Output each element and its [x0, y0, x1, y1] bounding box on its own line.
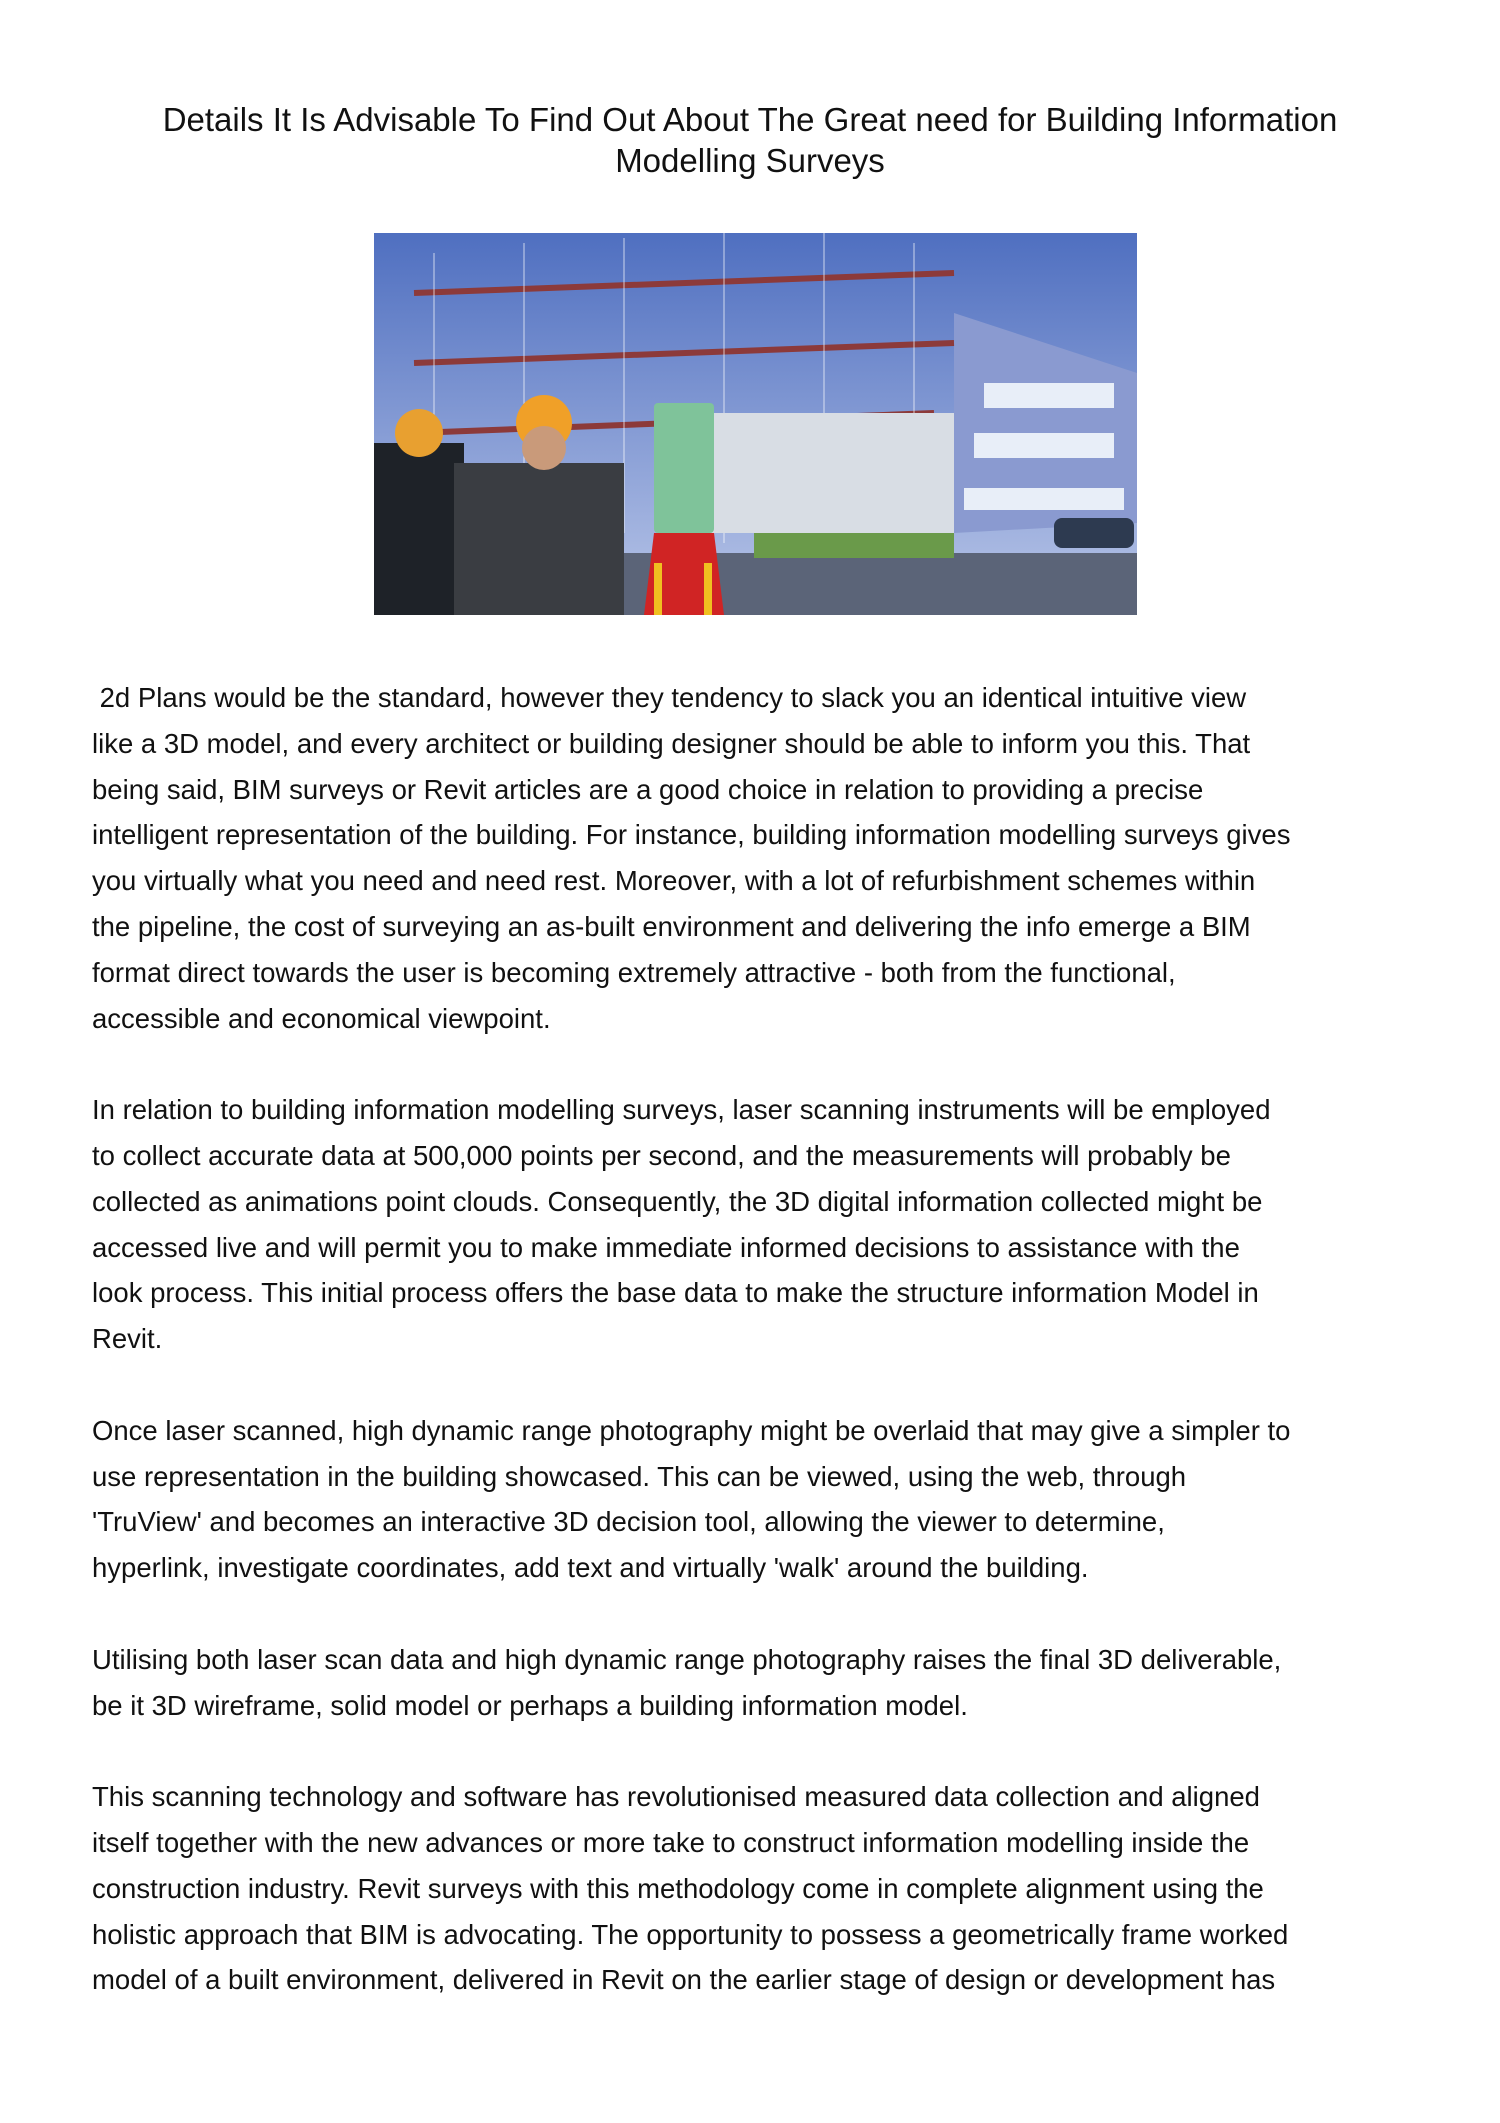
paragraph [92, 1774, 1432, 2003]
text-line: format direct towards the user is becoming extremely attractive - both from the functional, [92, 956, 1176, 988]
construction-survey-photo-icon [374, 233, 1137, 615]
title-line: Details It Is Advisable To Find Out About The Great need for Building Information [162, 101, 1338, 138]
text-line: model of a built environment, delivered in Revit on the earlier stage of design or development has [92, 1964, 1276, 1996]
text-line: Once laser scanned, high dynamic range photography might be overlaid that may give a simpler to [92, 1414, 1291, 1446]
text-line: intelligent representation of the building. For instance, building information modelling surveys gives [92, 819, 1291, 851]
paragraph [92, 1087, 1432, 1362]
text-line: accessible and economical viewpoint. [92, 1002, 551, 1034]
text-line: use representation in the building showcased. This can be viewed, using the web, through [92, 1460, 1187, 1492]
text-line: be it 3D wireframe, solid model or perhaps a building information model. [92, 1689, 968, 1721]
text-line: look process. This initial process offers the base data to make the structure information Model in [92, 1277, 1259, 1309]
paragraph [92, 675, 1432, 1041]
text-line: you virtually what you need and need rest. Moreover, with a lot of refurbishment schemes within [92, 865, 1256, 897]
page-title [80, 99, 1420, 181]
paragraph [92, 1637, 1432, 1729]
text-line: the pipeline, the cost of surveying an as-built environment and delivering the info emerge a BIM [92, 910, 1251, 942]
text-line: construction industry. Revit surveys with this methodology come in complete alignment using the [92, 1872, 1264, 1904]
text-line: Utilising both laser scan data and high dynamic range photography raises the final 3D deliverable, [92, 1643, 1282, 1675]
text-line: Revit. [92, 1323, 163, 1355]
text-line: accessed live and will permit you to make immediate informed decisions to assistance with the [92, 1231, 1240, 1263]
text-line: 2d Plans would be the standard, however they tendency to slack you an identical intuitive view [92, 682, 1247, 713]
text-line: hyperlink, investigate coordinates, add text and virtually 'walk' around the building. [92, 1552, 1089, 1584]
text-line: like a 3D model, and every architect or building designer should be able to inform you this. That [92, 727, 1251, 759]
text-line: This scanning technology and software has revolutionised measured data collection and aligned [92, 1781, 1260, 1813]
text-line: to collect accurate data at 500,000 points per second, and the measurements will probably be [92, 1139, 1231, 1171]
text-line: 'TruView' and becomes an interactive 3D decision tool, allowing the viewer to determine, [92, 1506, 1165, 1538]
paragraph [92, 1408, 1432, 1591]
article-body [92, 675, 1432, 2049]
title-line: Modelling Surveys [615, 142, 885, 179]
text-line: holistic approach that BIM is advocating. The opportunity to possess a geometrically frame worked [92, 1918, 1289, 1950]
text-line: being said, BIM surveys or Revit articles are a good choice in relation to providing a precise [92, 773, 1204, 805]
text-line: collected as animations point clouds. Consequently, the 3D digital information collected might be [92, 1185, 1263, 1217]
text-line: itself together with the new advances or more take to construct information modelling inside the [92, 1826, 1250, 1858]
text-line: In relation to building information modelling surveys, laser scanning instruments will be employed [92, 1094, 1271, 1126]
